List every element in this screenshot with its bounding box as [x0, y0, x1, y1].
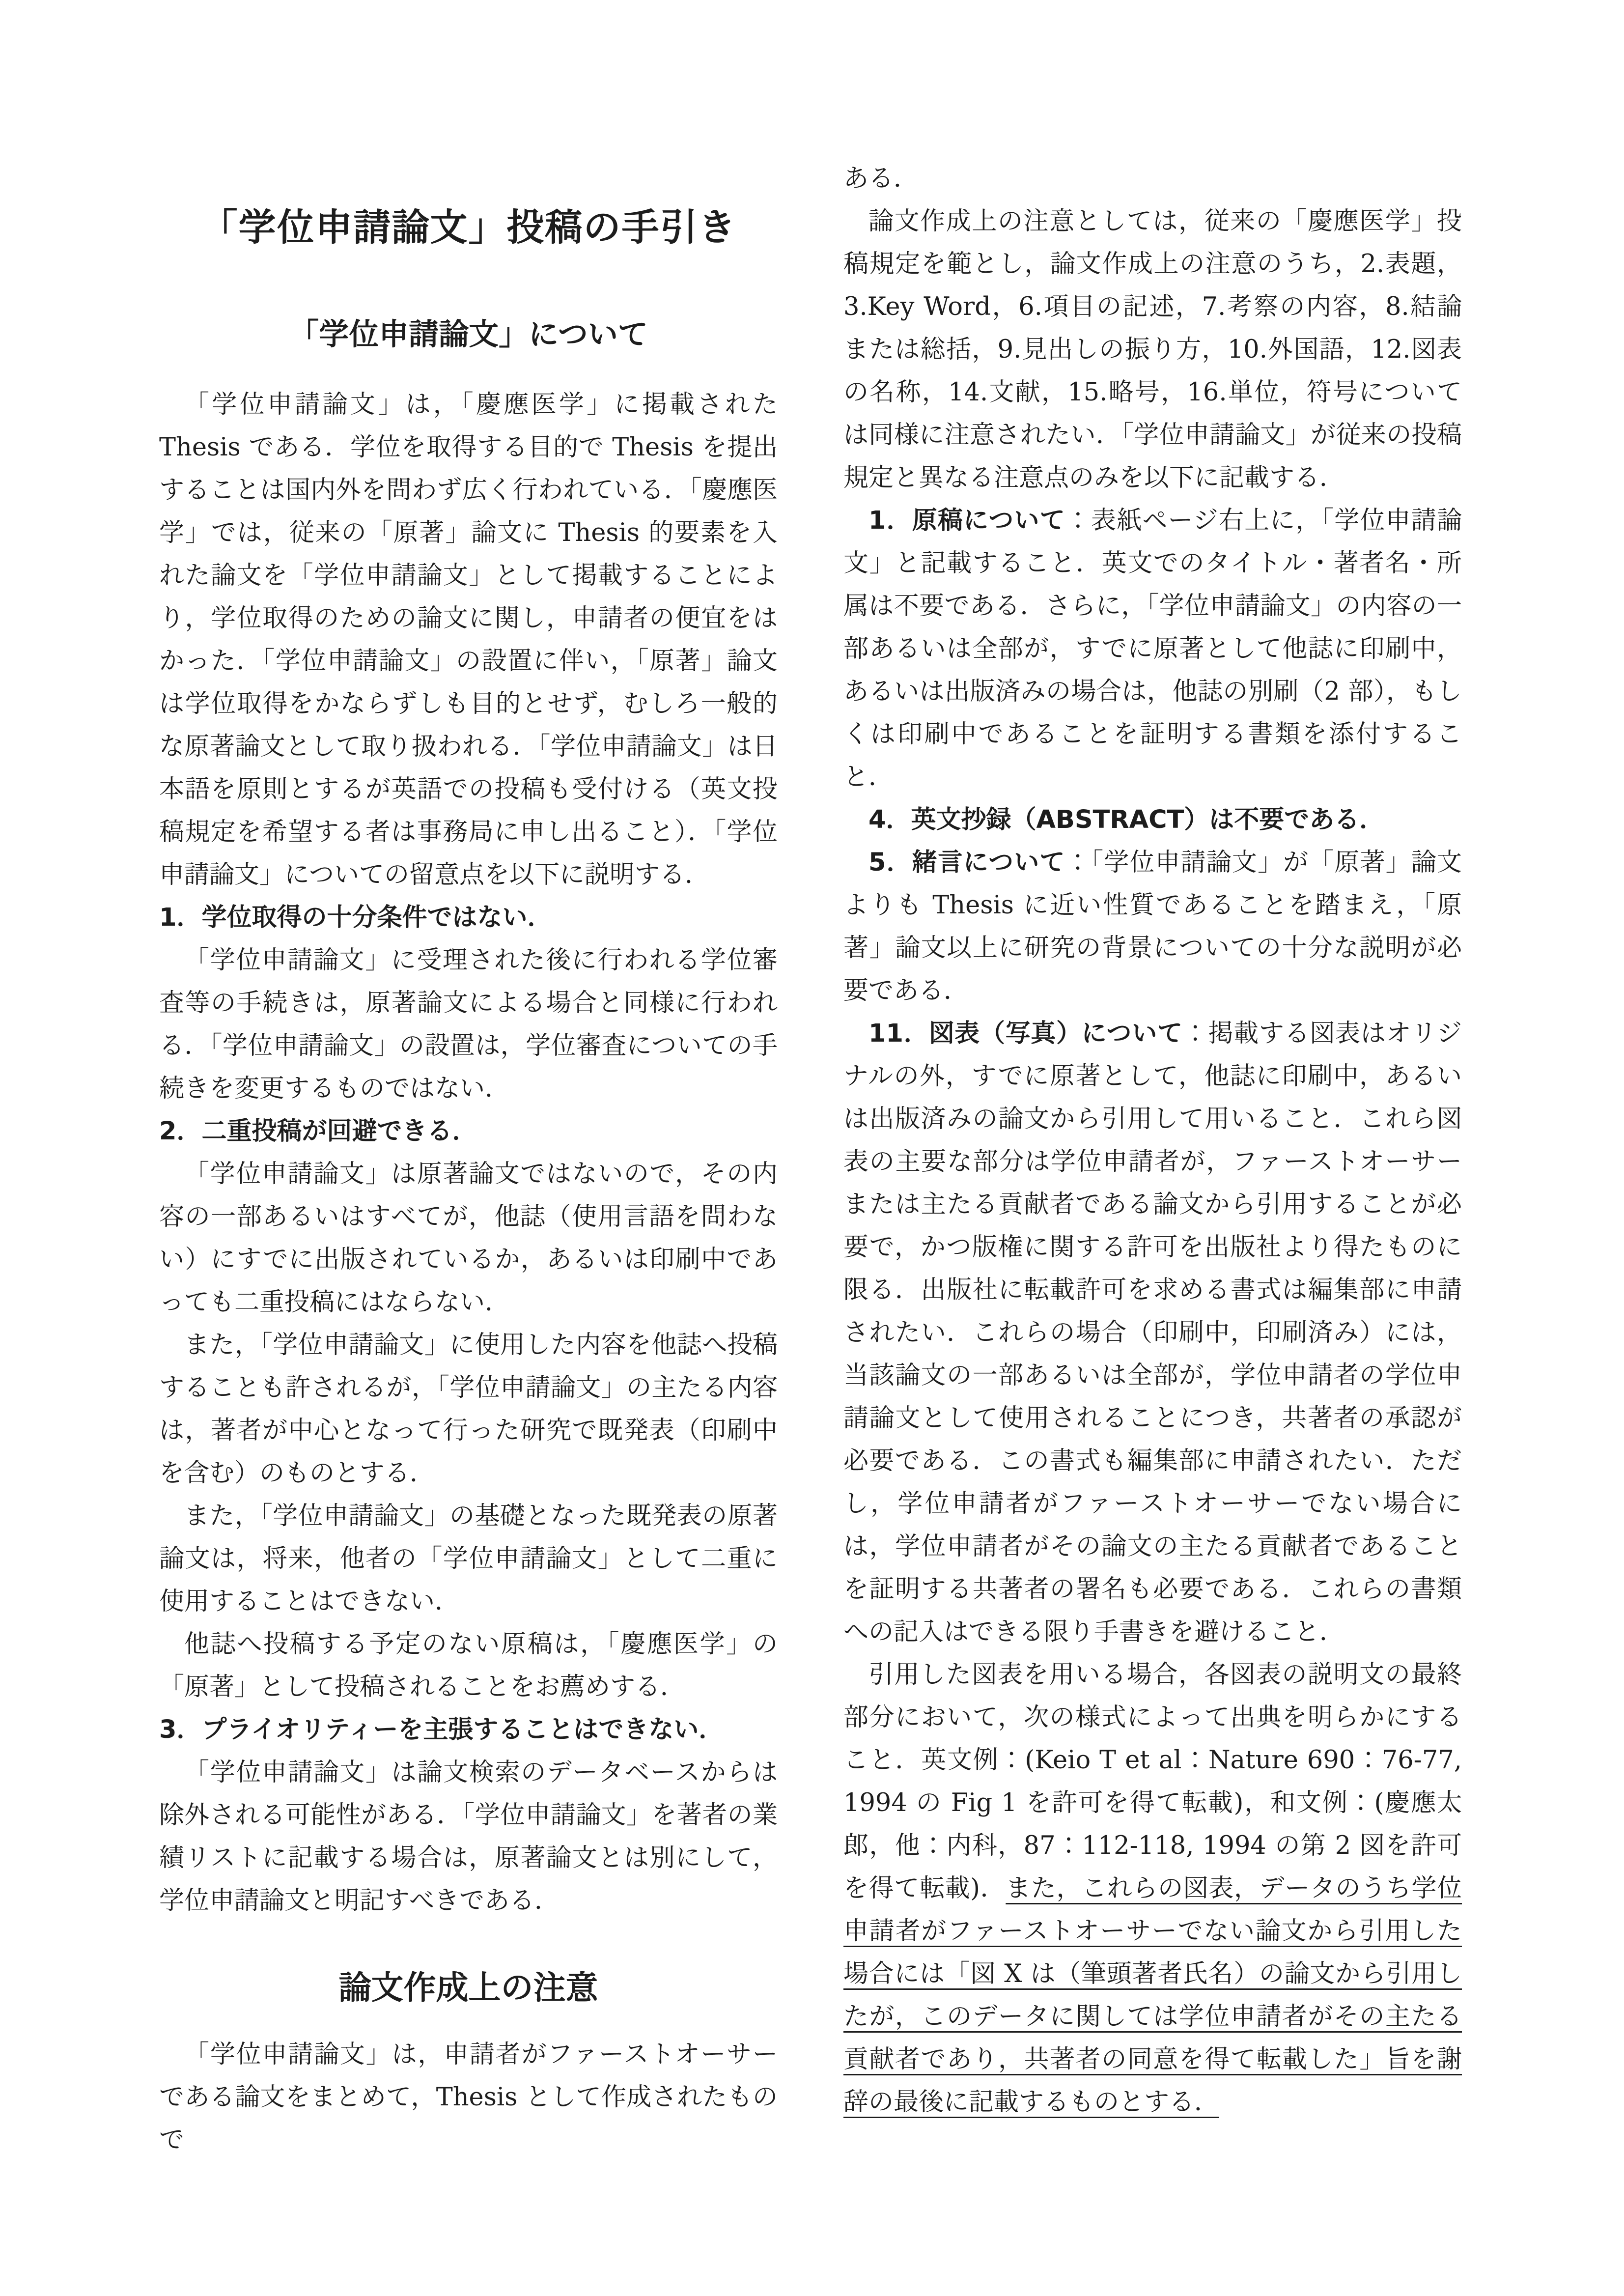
subhead: 3．プライオリティーを主張することはできない． — [159, 1715, 724, 1744]
text-run: 「学位申請論文」に受理された後に行われる学位審査等の手続きは，原著論文による場合と同様に行われる．「学位申請論文」の設置は，学位審査についての手続きを変更するものではない． — [159, 946, 778, 1103]
text-run: 「学位申請論文」は原著論文ではないので，その内容の一部あるいはすべてが，他誌（使用言語を問わない）にすでに出版されているか，あるいは印刷中であっても二重投稿にはならない． — [159, 1160, 778, 1317]
bold-text: 11．図表（写真）について — [868, 1019, 1183, 1048]
text-run: 「学位申請論文」は論文検索のデータベースからは除外される可能性がある．「学位申請論文」を著者の業績リストに記載する場合は，原著論文とは別にして，学位申請論文と明記すべきである． — [159, 1758, 778, 1915]
text-run: 論文作成上の注意としては，従来の「慶應医学」投稿規定を範とし，論文作成上の注意のうち，2.表題，3.Key Word，6.項目の記述，7.考察の内容，8.結論または総括，9.見出しの振り方，10.外国語，12.図表の名称，14.文献，15.略号，16.単位，符号については同様に注意されたい．「学位申請論文」が従来の投稿規定と異なる注意点のみを以下に記載する． — [843, 207, 1462, 492]
text-run: ある． — [843, 164, 919, 193]
subhead: 2．二重投稿が回避できる． — [159, 1117, 477, 1146]
section-heading: 「学位申請論文」について — [289, 317, 648, 352]
paragraph — [159, 1623, 778, 1708]
text-run: また，「学位申請論文」に使用した内容を他誌へ投稿することも許されるが，「学位申請論文」の主たる内容は，著者が中心となって行った研究で既発表（印刷中を含む）のものとする． — [159, 1331, 778, 1488]
text-run: 「学位申請論文」は，申請者がファーストオーサーである論文をまとめて，Thesis として作成されたもので — [159, 2040, 778, 2154]
paragraph — [159, 1751, 778, 1922]
content-columns — [159, 157, 1462, 2161]
paragraph — [843, 157, 1462, 200]
paragraph — [159, 1153, 778, 1324]
bold-text: 5．緒言について — [868, 848, 1065, 877]
text-run: また，「学位申請論文」の基礎となった既発表の原著論文は，将来，他者の「学位申請論文」として二重に使用することはできない． — [159, 1502, 778, 1616]
text-run: ：「学位申請論文」が「原著」論文よりも Thesis に近い性質であることを踏まえ，「原著」論文以上に研究の背景についての十分な説明が必要である． — [843, 848, 1462, 1005]
paragraph — [159, 1324, 778, 1495]
paragraph — [159, 2033, 778, 2161]
paragraph — [843, 1653, 1462, 2124]
column-right — [843, 157, 1462, 2124]
bold-text: 1．原稿について — [868, 506, 1065, 535]
text-run: ：掲載する図表はオリジナルの外，すでに原著として，他誌に印刷中，あるいは出版済みの論文から引用して用いること．これら図表の主要な部分は学位申請者が，ファーストオーサーまたは主たる貢献者である論文から引用することが必要で，かつ版権に関する許可を出版社より得たものに限る．出版社に転載許可を求める書式は編集部に申請されたい．これらの場合（印刷中，印刷済み）には，当該論文の一部あるいは全部が，学位申請者の学位申請論文として使用されることにつき，共著者の承認が必要である．この書式も編集部に申請されたい．ただし，学位申請者がファーストオーサーでない場合には，学位申請者がその論文の主たる貢献者であることを証明する共著者の署名も必要である．これらの書類への記入はできる限り手書きを避けること． — [843, 1019, 1462, 1646]
paragraph — [843, 841, 1462, 1012]
document-title: 「学位申請論文」投稿の手引き — [200, 205, 737, 249]
section-heading-2: 論文作成上の注意 — [338, 1969, 598, 2007]
column-left — [159, 157, 778, 2161]
text-run: 他誌へ投稿する予定のない原稿は，「慶應医学」の「原著」として投稿されることをお薦めする． — [159, 1630, 778, 1701]
bold-text: 4．英文抄録（ABSTRACT）は不要である． — [868, 805, 1385, 834]
paragraph — [159, 1495, 778, 1623]
text-run: ：表紙ページ右上に，「学位申請論文」と記載すること．英文でのタイトル・著者名・所属は不要である．さらに，「学位申請論文」の内容の一部あるいは全部が，すでに原著として他誌に印刷中，あるいは出版済みの場合は，他誌の別刷（2 部），もしくは印刷中であることを証明する書類を添付すること． — [843, 506, 1462, 792]
paragraph — [843, 499, 1462, 798]
paragraph — [159, 383, 778, 896]
paragraph — [843, 798, 1462, 841]
subhead: 1．学位取得の十分条件ではない． — [159, 903, 553, 932]
text-run: 引用した図表を用いる場合，各図表の説明文の最終部分において，次の様式によって出典を明らかにすること．英文例：(Keio T et al：Nature 690：76-77, 1994 の Fig 1 を許可を得て転載)，和文例：(慶應太郎，他：内科，87：112-118, 1994 の第 2 図を許可を得て転載)． — [843, 1660, 1462, 1903]
text-run: 「学位申請論文」は，「慶應医学」に掲載された Thesis である．学位を取得する目的で Thesis を提出することは国内外を問わず広く行われている．「慶應医学」では，従来の「原著」論文に Thesis 的要素を入れた論文を「学位申請論文」として掲載することにより，学位取得のための論文に関し，申請者の便宜をはかった．「学位申請論文」の設置に伴い，「原著」論文は学位取得をかならずしも目的とせず，むしろ一般的な原著論文として取り扱われる．「学位申請論文」は日本語を原則とするが英語での投稿も受付ける（英文投稿規定を希望する者は事務局に申し出ること）．「学位申請論文」についての留意点を以下に説明する． — [159, 390, 778, 889]
underlined-text: また，これらの図表，データのうち学位申請者がファーストオーサーでない論文から引用した場合には「図 X は（筆頭著者氏名）の論文から引用したが，このデータに関しては学位申請者がその主たる貢献者であり，共著者の同意を得て転載した」旨を謝辞の最後に記載するものとする． — [843, 1874, 1462, 2117]
paragraph — [159, 939, 778, 1110]
paragraph — [843, 1012, 1462, 1653]
paragraph — [843, 200, 1462, 499]
